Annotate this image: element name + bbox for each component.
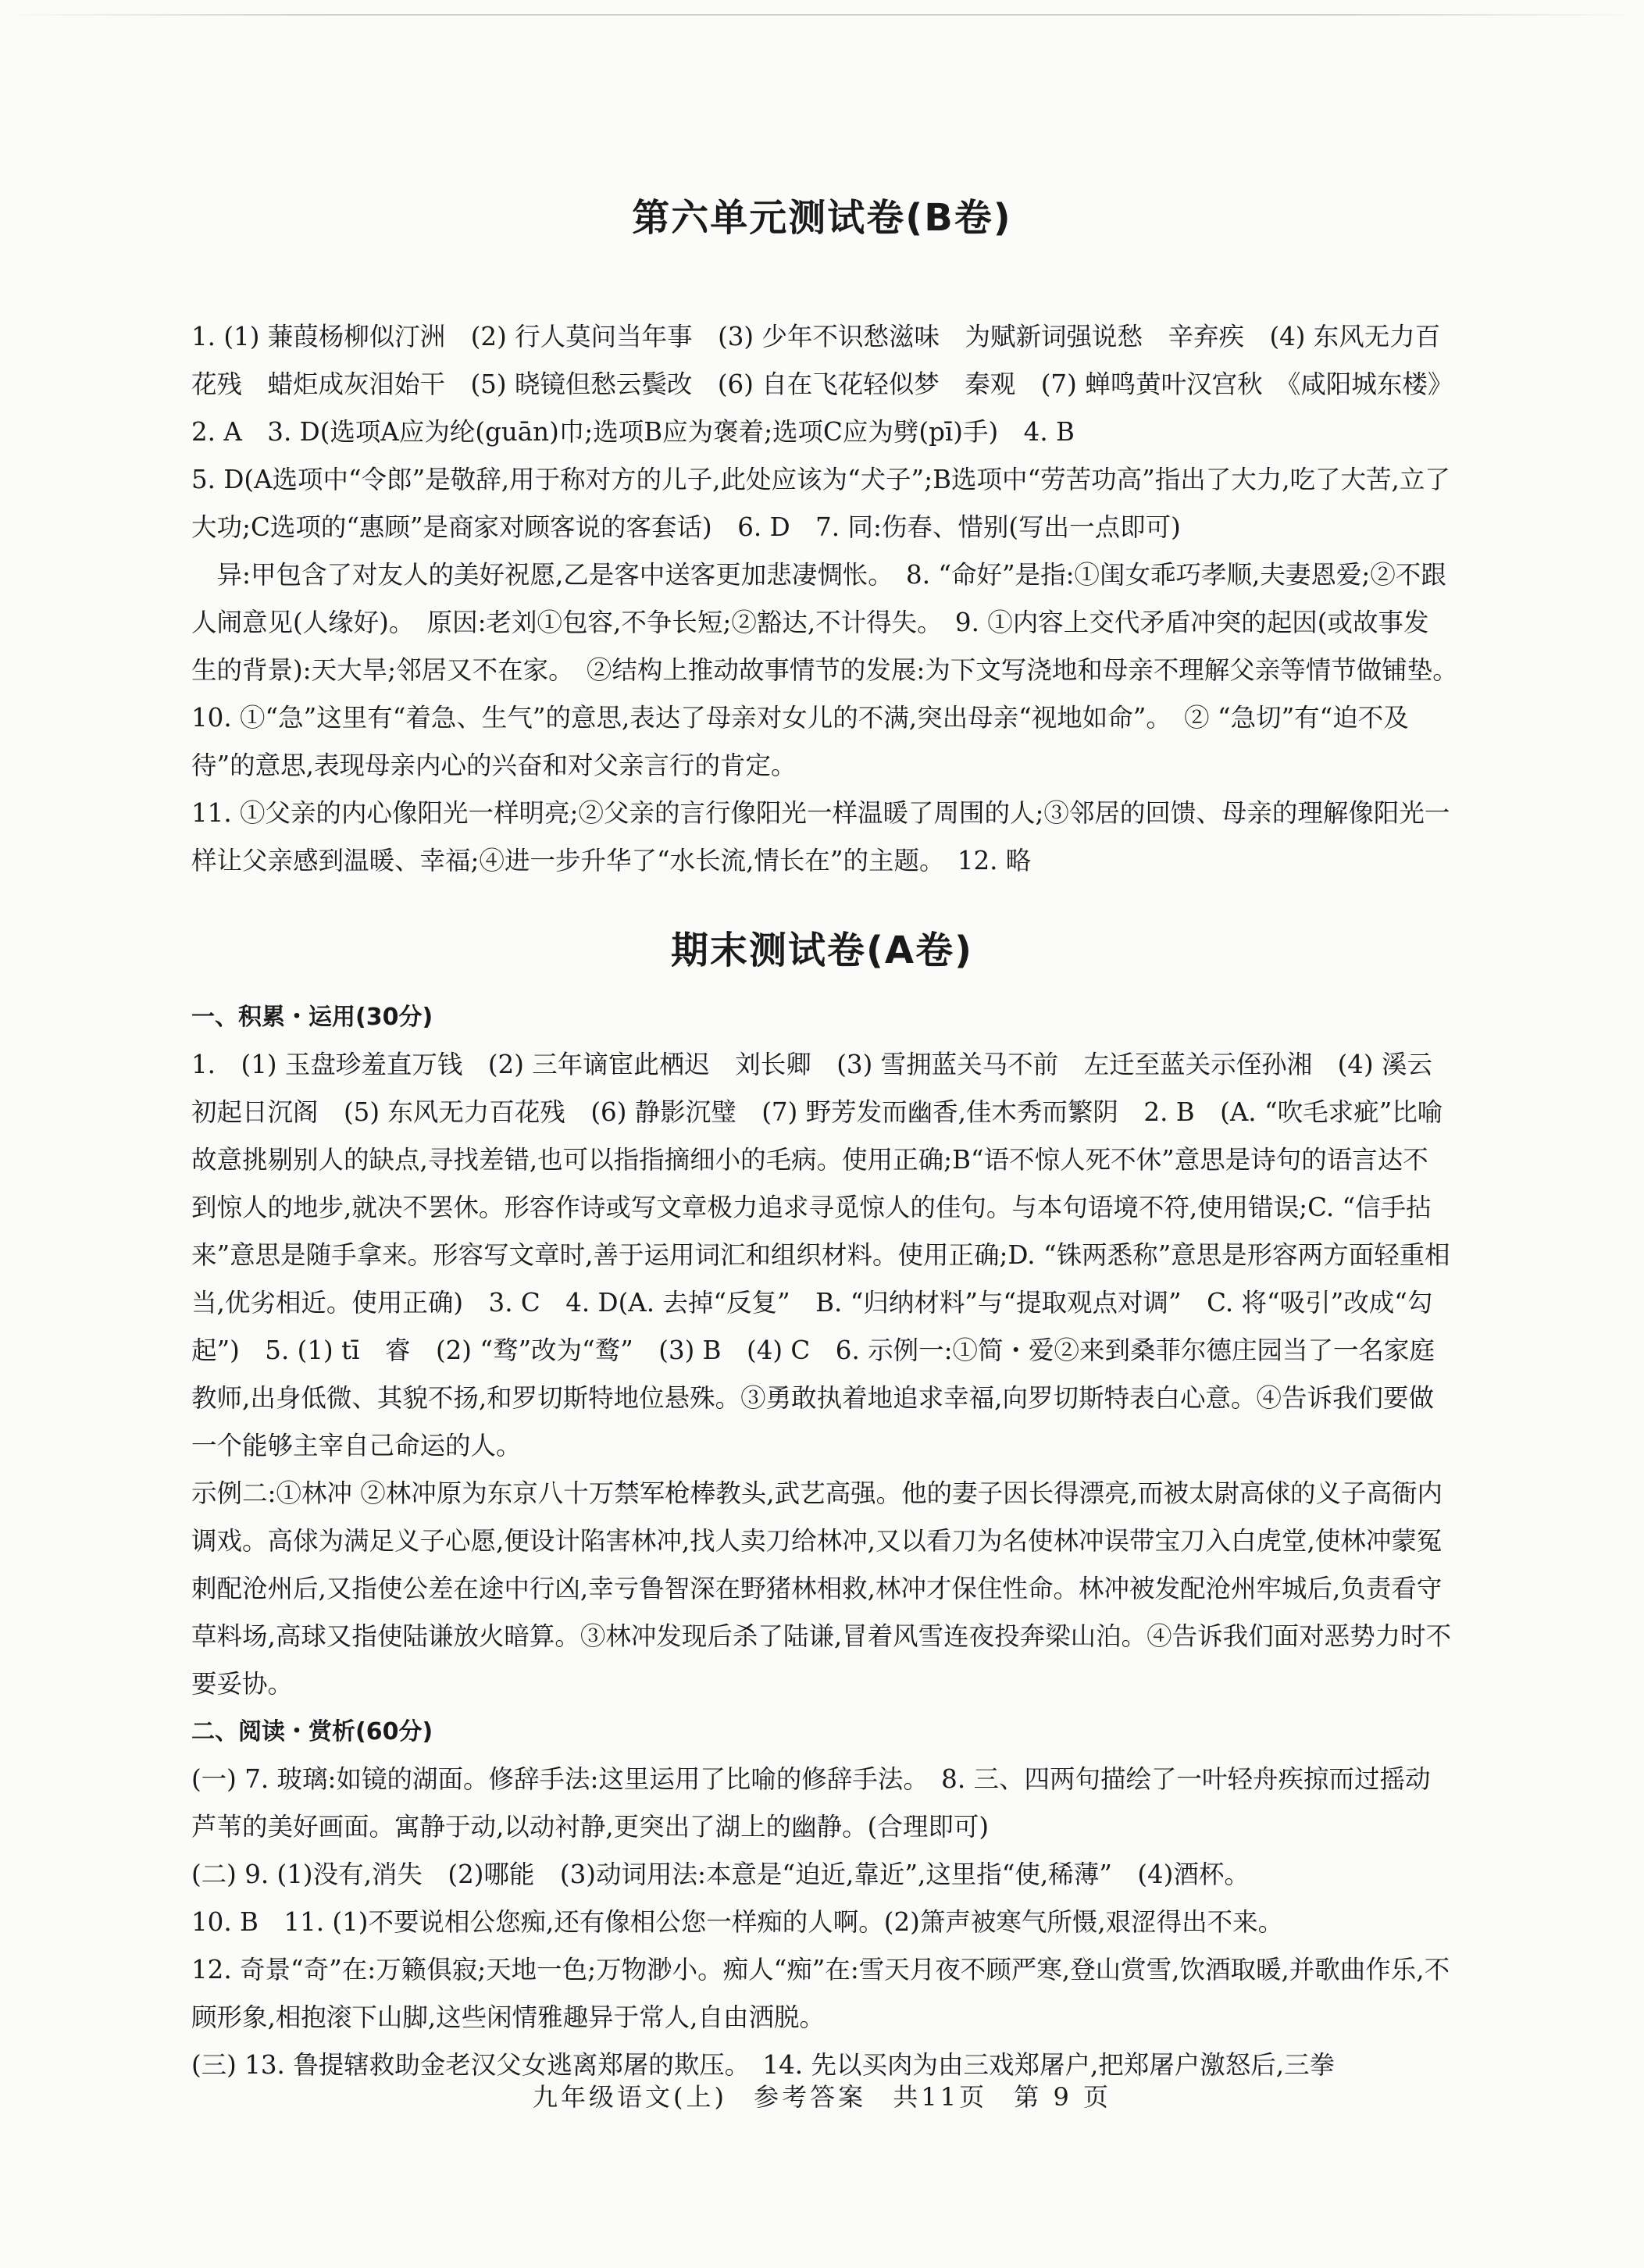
footer-page-number: 第 9 页	[1014, 2082, 1111, 2112]
answer-paragraph: 异:甲包含了对友人的美好祝愿,乙是客中送客更加悲凄惆怅。 8. “命好”是指:①闺女乖巧孝顺,夫妻恩爱;②不跟人闹意见(人缘好)。 原因:老刘①包容,不争长短;②豁达,不计得失。 9. ①内容上交代矛盾冲突的起因(或故事发生的背景):天大旱;邻居又不在家。 ②结构上推动故事情节的发展:为下文写浇地和母亲不理解父亲等情节做铺垫。 10. ①“急”这里有“着急、生气”的意思,表达了母亲对女儿的不满,突出母亲“视地如命”。 ② “急切”有“迫不及待”的意思,表现母亲内心的兴奋和对父亲言行的肯定。	[191, 560, 1471, 780]
answer-paragraph: 示例二:①林冲 ②林冲原为东京八十万禁军枪棒教头,武艺高强。他的妻子因长得漂亮,而被太尉高俅的义子高衙内调戏。高俅为满足义子心愿,便设计陷害林冲,找人卖刀给林冲,又以看刀为名使林冲误带宝刀入白虎堂,使林冲蒙冤刺配沧州后,又指使公差在途中行凶,幸亏鲁智深在野猪林相救,林冲才保住性命。林冲被发配沧州牢城后,负责看守草料场,高球又指使陆谦放火暗算。③林冲发现后杀了陆谦,冒着风雪连夜投奔梁山泊。④告诉我们面对恶势力时不要妥协。	[191, 1478, 1452, 1699]
footer-label: 参考答案	[754, 2082, 867, 2112]
unit-six-answers	[191, 313, 1471, 885]
answer-paragraph: 10. B 11. (1)不要说相公您痴,还有像相公您一样痴的人啊。(2)箫声被寒气所慑,艰涩得出不来。	[191, 1907, 1284, 1937]
answer-paragraph: 11. ①父亲的内心像阳光一样明亮;②父亲的言行像阳光一样温暖了周围的人;③邻居的回馈、母亲的理解像阳光一样让父亲感到温暖、幸福;④进一步升华了“水长流,情长在”的主题。 12. 略	[191, 798, 1450, 875]
answer-paragraph: (二) 9. (1)没有,消失 (2)哪能 (3)动词用法:本意是“迫近,靠近”,这里指“使,稀薄” (4)酒杯。	[191, 1860, 1250, 1889]
section-heading-accumulation: 一、积累・运用(30分)	[191, 1004, 433, 1031]
answer-paragraph: (三) 13. 鲁提辖救助金老汉父女逃离郑屠的欺压。 14. 先以买肉为由三戏郑屠户,把郑屠户激怒后,三拳	[191, 2050, 1336, 2080]
footer-book: 九年级语文(上)	[533, 2082, 727, 2112]
unit-six-test-b-title: 第六单元测试卷(B卷)	[632, 196, 1012, 240]
page-footer	[0, 2077, 1644, 2113]
answer-paragraph: 1. (1) 玉盘珍羞直万钱 (2) 三年谪宦此栖迟 刘长卿 (3) 雪拥蓝关马不前 左迁至蓝关示侄孙湘 (4) 溪云初起日沉阁 (5) 东风无力百花残 (6) 静影沉璧 (7) 野芳发而幽香,佳木秀而繁阴 2. B (A. “吹毛求疵”比喻故意挑剔别人的缺点,寻找差错,也可以指指摘细小的毛病。使用正确;B“语不惊人死不休”意思是诗句的语言达不到惊人的地步,就决不罢休。形容作诗或写文章极力追求寻觅惊人的佳句。与本句语境不符,使用错误;C. “信手拈来”意思是随手拿来。形容写文章时,善于运用词汇和组织材料。使用正确;D. “铢两悉称”意思是形容两方面轻重相当,优劣相近。使用正确) 3. C 4. D(A. 去掉“反复” B. “归纳材料”与“提取观点对调” C. 将“吸引”改成“勾起”) 5. (1) tī 睿 (2) “骛”改为“鹜” (3) B (4) C 6. 示例一:①简・爱②来到桑菲尔德庄园当了一名家庭教师,出身低微、其貌不扬,和罗切斯特地位悬殊。③勇敢执着地追求幸福,向罗切斯特表白心意。④告诉我们要做一个能够主宰自己命运的人。	[191, 1050, 1450, 1460]
answer-paragraph: 1. (1) 蒹葭杨柳似汀洲 (2) 行人莫问当年事 (3) 少年不识愁滋味 为赋新词强说愁 辛弃疾 (4) 东风无力百花残 蜡炬成灰泪始干 (5) 晓镜但愁云鬓改 (6) 自在飞花轻似梦 秦观 (7) 蝉鸣黄叶汉宫秋 《咸阳城东楼》 2. A 3. D(选项A应为纶(guān)巾;选项B应为褒着;选项C应为劈(pī)手) 4. B	[191, 322, 1466, 447]
footer-total-pages: 共11页	[893, 2082, 988, 2112]
section-heading-reading: 二、阅读・赏析(60分)	[191, 1718, 433, 1746]
final-test-answers	[191, 993, 1453, 2089]
final-test-a-title: 期末测试卷(A卷)	[670, 929, 974, 972]
answer-paragraph: (一) 7. 玻璃:如镜的湖面。修辞手法:这里运用了比喻的修辞手法。 8. 三、四两句描绘了一叶轻舟疾掠而过摇动芦苇的美好画面。寓静于动,以动衬静,更突出了湖上的幽静。(合理即可)	[191, 1764, 1431, 1842]
top-rule	[0, 14, 1644, 16]
answer-paragraph: 12. 奇景“奇”在:万籁俱寂;天地一色;万物渺小。痴人“痴”在:雪天月夜不顾严寒,登山赏雪,饮酒取暖,并歌曲作乐,不顾形象,相抱滚下山脚,这些闲情雅趣异于常人,自由洒脱。	[191, 1955, 1450, 2032]
answer-paragraph: 5. D(A选项中“令郎”是敬辞,用于称对方的儿子,此处应该为“犬子”;B选项中“劳苦功高”指出了大力,吃了大苦,立了大功;C选项的“惠顾”是商家对顾客说的客套话) 6. D 7. 同:伤春、惜别(写出一点即可)	[191, 465, 1450, 542]
